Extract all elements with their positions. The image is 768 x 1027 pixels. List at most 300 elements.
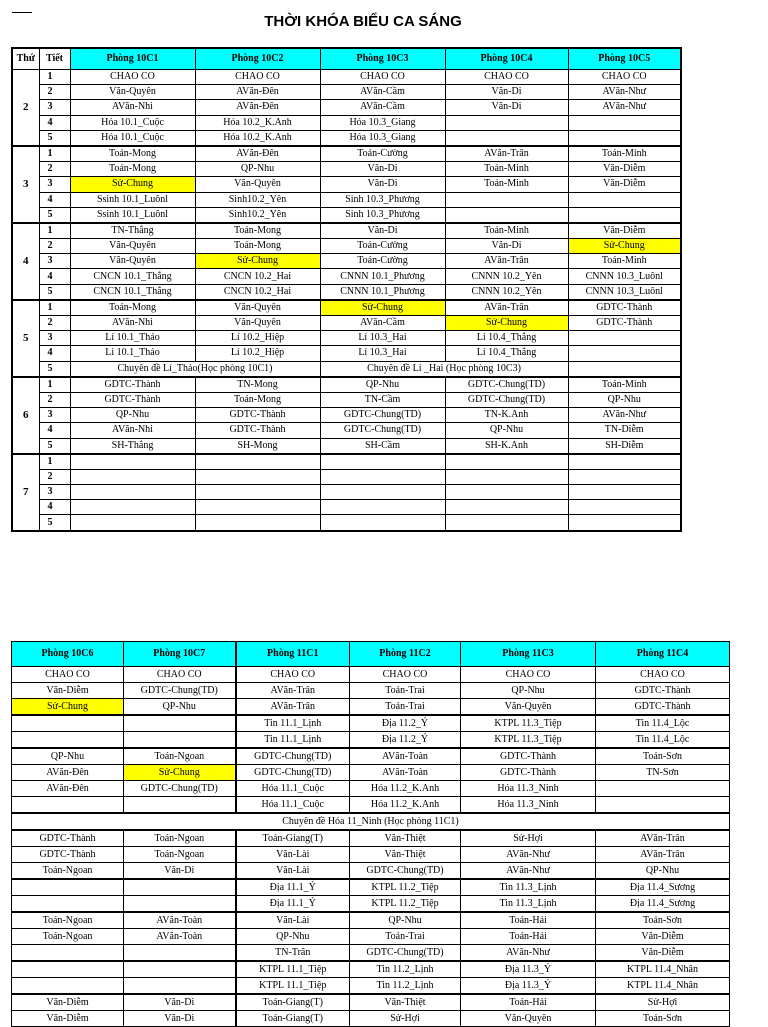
timetable-row — [12, 978, 730, 995]
lesson-cell — [445, 515, 568, 531]
timetable-row — [12, 847, 730, 863]
lesson-cell: Sử-Chung — [70, 177, 195, 192]
merged-note-cell: Chuyên đề Hóa 11_Ninh (Học phòng 11C1) — [12, 813, 730, 830]
lesson-cell: Toán-Mong — [70, 300, 195, 316]
lesson-cell: Toán-Trai — [350, 699, 461, 716]
lesson-cell: Toán-Minh — [445, 177, 568, 192]
lesson-cell: Sử-Chung — [195, 254, 320, 269]
lesson-cell: KTPL 11.4_Nhân — [596, 978, 730, 995]
lesson-cell: QP-Nhu — [568, 392, 681, 407]
lesson-cell: GDTC-Thành — [70, 392, 195, 407]
lesson-cell: Sinh10.2_Yên — [195, 207, 320, 223]
timetable-row — [12, 830, 730, 847]
lesson-cell: Li 10.1_Thảo — [70, 346, 195, 361]
lesson-cell: AVăn-Như — [568, 100, 681, 115]
lesson-cell: CNNN 10.3_Luônl — [568, 269, 681, 284]
lesson-cell — [70, 515, 195, 531]
lesson-cell: Hóa 10.2_K.Anh — [195, 115, 320, 130]
lesson-cell: Lí 10.3_Hai — [320, 346, 445, 361]
merged-note-cell: Chuyên đề Lí_Thảo(Học phòng 10C1) — [70, 361, 320, 377]
lesson-cell: CNCN 10.2_Hai — [195, 269, 320, 284]
lesson-cell — [195, 515, 320, 531]
lesson-cell: Toán-Trai — [350, 929, 461, 945]
header-room: Phòng 11C1 — [236, 642, 350, 667]
timetable-row — [12, 392, 681, 407]
period-cell: 5 — [39, 438, 70, 454]
timetable-row — [12, 929, 730, 945]
period-cell: 2 — [39, 316, 70, 331]
timetable-row — [12, 423, 681, 438]
lesson-cell: AVăn-Trân — [596, 847, 730, 863]
lesson-cell: GDTC-Chung(TD) — [124, 781, 236, 797]
lesson-cell: AVăn-Trân — [236, 683, 350, 699]
lesson-cell: AVăn-Cầm — [320, 316, 445, 331]
lesson-cell: GDTC-Thành — [596, 683, 730, 699]
lesson-cell: CHAO CO — [195, 70, 320, 85]
timetable-row — [12, 896, 730, 913]
period-cell: 3 — [39, 254, 70, 269]
lesson-cell: Văn-Di — [445, 100, 568, 115]
lesson-cell — [12, 961, 124, 978]
lesson-cell: AVăn-Toàn — [350, 765, 461, 781]
lesson-cell: Văn-Quyên — [70, 85, 195, 100]
timetable-row — [12, 162, 681, 177]
timetable-row — [12, 781, 730, 797]
lesson-cell: GDTC-Chung(TD) — [350, 863, 461, 880]
lesson-cell: Hóa 10.1_Cuộc — [70, 130, 195, 146]
lesson-cell: Văn-Thiệt — [350, 830, 461, 847]
lesson-cell: KTPL 11.1_Tiệp — [236, 978, 350, 995]
lesson-cell: CNNN 10.3_Luônl — [568, 284, 681, 300]
lesson-cell: AVăn-Đên — [12, 765, 124, 781]
lesson-cell: GDTC-Thành — [568, 316, 681, 331]
lesson-cell: TN-Mong — [195, 377, 320, 393]
lesson-cell: Văn-Di — [320, 162, 445, 177]
lesson-cell: AVăn-Đên — [195, 100, 320, 115]
lesson-cell: GDTC-Chung(TD) — [236, 765, 350, 781]
lesson-cell: CHAO CO — [12, 667, 124, 683]
lesson-cell: Sử-Chung — [124, 765, 236, 781]
lesson-cell: Toán-Ngoan — [12, 863, 124, 880]
period-cell: 3 — [39, 100, 70, 115]
header-room: Phòng 10C6 — [12, 642, 124, 667]
lesson-cell: Địa 11.3_Ý — [461, 961, 596, 978]
lesson-cell: CHAO CO — [461, 667, 596, 683]
lesson-cell — [12, 879, 124, 896]
timetable-row — [12, 408, 681, 423]
lesson-cell: Văn-Di — [124, 1011, 236, 1027]
lesson-cell: CHAO CO — [70, 70, 195, 85]
lesson-cell: AVăn-Nhi — [70, 423, 195, 438]
lesson-cell: Toán-Mong — [70, 162, 195, 177]
lesson-cell: QP-Nhu — [70, 408, 195, 423]
lesson-cell: AVăn-Trân — [596, 830, 730, 847]
lesson-cell: Văn-Diễm — [568, 162, 681, 177]
lesson-cell: CHAO CO — [596, 667, 730, 683]
timetable-row — [12, 863, 730, 880]
lesson-cell: Toán-Minh — [445, 223, 568, 239]
lesson-cell: TN-Thắng — [70, 223, 195, 239]
lesson-cell: CHAO CO — [350, 667, 461, 683]
lesson-cell: Toán-Ngoan — [124, 847, 236, 863]
timetable-row — [12, 177, 681, 192]
lesson-cell: Tin 11.4_Lộc — [596, 715, 730, 732]
timetable-row — [12, 699, 730, 716]
period-cell: 5 — [39, 207, 70, 223]
lesson-cell: GDTC-Chung(TD) — [445, 377, 568, 393]
lesson-cell: AVăn-Như — [461, 945, 596, 962]
lesson-cell: Hóa 11.1_Cuộc — [236, 797, 350, 814]
lesson-cell: GDTC-Chung(TD) — [320, 408, 445, 423]
timetable-row — [12, 223, 681, 239]
period-cell: 3 — [39, 177, 70, 192]
lesson-cell: Lí 10.1_Thảo — [70, 331, 195, 346]
lesson-cell — [445, 500, 568, 515]
timetable-row — [12, 732, 730, 749]
lesson-cell: CHAO CO — [568, 70, 681, 85]
lesson-cell: Văn-Di — [445, 239, 568, 254]
lesson-cell: TN-Cầm — [320, 392, 445, 407]
timetable-row — [12, 454, 681, 470]
timetable-row — [12, 207, 681, 223]
lesson-cell — [124, 797, 236, 814]
lesson-cell: Văn-Di — [445, 85, 568, 100]
timetable-row — [12, 715, 730, 732]
lesson-cell — [568, 515, 681, 531]
lesson-cell: Ssinh 10.1_Luônl — [70, 192, 195, 207]
lesson-cell: Tin 11.3_Lịnh — [461, 879, 596, 896]
period-cell: 3 — [39, 331, 70, 346]
period-cell: 1 — [39, 454, 70, 470]
lesson-cell: AVăn-Trân — [445, 300, 568, 316]
lesson-cell: QP-Nhu — [320, 377, 445, 393]
period-cell: 4 — [39, 115, 70, 130]
lesson-cell: Toán-Giang(T) — [236, 1011, 350, 1027]
lesson-cell: GDTC-Thành — [461, 748, 596, 765]
period-cell: 3 — [39, 485, 70, 500]
period-cell: 4 — [39, 269, 70, 284]
lesson-cell: Toán-Mong — [195, 223, 320, 239]
lesson-cell: Sử-Hợi — [461, 830, 596, 847]
lesson-cell: Văn-Di — [320, 223, 445, 239]
timetable-row — [12, 469, 681, 484]
period-cell: 1 — [39, 377, 70, 393]
lesson-cell: Toán-Minh — [568, 377, 681, 393]
period-cell: 5 — [39, 515, 70, 531]
lesson-cell: Hóa 10.2_K.Anh — [195, 130, 320, 146]
lesson-cell: KTPL 11.1_Tiệp — [236, 961, 350, 978]
lesson-cell: Văn-Quyên — [70, 239, 195, 254]
lesson-cell: AVăn-Nhi — [70, 316, 195, 331]
period-cell: 4 — [39, 346, 70, 361]
period-cell: 3 — [39, 408, 70, 423]
timetable-row — [12, 765, 730, 781]
lesson-cell: GDTC-Thành — [195, 408, 320, 423]
lesson-cell: Tin 11.4_Lộc — [596, 732, 730, 749]
lesson-cell: Văn-Di — [124, 863, 236, 880]
lesson-cell: CHAO CO — [320, 70, 445, 85]
timetable-row — [12, 300, 681, 316]
lesson-cell: Toán-Hải — [461, 929, 596, 945]
lesson-cell — [70, 469, 195, 484]
lesson-cell: AVăn-Đên — [195, 85, 320, 100]
timetable-row — [12, 361, 681, 377]
timetable-row — [12, 100, 681, 115]
timetable-row — [12, 239, 681, 254]
lesson-cell: QP-Nhu — [195, 162, 320, 177]
lesson-cell: Văn-Diễm — [596, 929, 730, 945]
lesson-cell: QP-Nhu — [461, 683, 596, 699]
day-cell: 6 — [12, 377, 39, 454]
lesson-cell: KTPL 11.3_Tiệp — [461, 715, 596, 732]
timetable-row — [12, 667, 730, 683]
lesson-cell: Địa 11.1_Ý — [236, 879, 350, 896]
day-cell: 7 — [12, 454, 39, 531]
period-cell: 1 — [39, 300, 70, 316]
lesson-cell: Địa 11.4_Sương — [596, 896, 730, 913]
lesson-cell — [445, 469, 568, 484]
lesson-cell — [568, 331, 681, 346]
lesson-cell — [195, 469, 320, 484]
lesson-cell: Văn-Diễm — [12, 994, 124, 1011]
lesson-cell: Toán-Ngoan — [124, 748, 236, 765]
timetable-row — [12, 331, 681, 346]
lesson-cell: Toán-Giang(T) — [236, 994, 350, 1011]
period-cell: 1 — [39, 70, 70, 85]
lesson-cell: Lí 10.3_Hai — [320, 331, 445, 346]
lesson-cell — [12, 945, 124, 962]
lesson-cell: Toán-Giang(T) — [236, 830, 350, 847]
lesson-cell — [12, 978, 124, 995]
lesson-cell: SH-Mong — [195, 438, 320, 454]
header-room: Phòng 10C2 — [195, 48, 320, 70]
period-cell: 5 — [39, 361, 70, 377]
lesson-cell: Toán-Ngoan — [12, 929, 124, 945]
lesson-cell: AVăn-Như — [568, 85, 681, 100]
lesson-cell: AVăn-Toàn — [350, 748, 461, 765]
lesson-cell: Văn-Lài — [236, 847, 350, 863]
lesson-cell — [320, 454, 445, 470]
header-room: Phòng 10C4 — [445, 48, 568, 70]
lesson-cell: Hóa 10.3_Giang — [320, 130, 445, 146]
period-cell: 4 — [39, 192, 70, 207]
lesson-cell: Địa 11.2_Ý — [350, 732, 461, 749]
lesson-cell — [70, 454, 195, 470]
lesson-cell: Văn-Diễm — [568, 177, 681, 192]
lesson-cell: Toán-Ngoan — [12, 912, 124, 929]
lesson-cell: Hóa 11.3_Ninh — [461, 781, 596, 797]
header-room: Phòng 10C3 — [320, 48, 445, 70]
lesson-cell: Lí 10.2_Hiệp — [195, 331, 320, 346]
lesson-cell: Hóa 11.3_Ninh — [461, 797, 596, 814]
lesson-cell — [596, 797, 730, 814]
lesson-cell: Văn-Lài — [236, 863, 350, 880]
timetable-row — [12, 683, 730, 699]
lesson-cell: Toán-Hải — [461, 912, 596, 929]
timetable-row — [12, 813, 730, 830]
lesson-cell: Sử-Chung — [445, 316, 568, 331]
lesson-cell: Hóa 10.1_Cuộc — [70, 115, 195, 130]
lesson-cell — [320, 469, 445, 484]
lesson-cell: AVăn-Nhi — [70, 100, 195, 115]
lesson-cell: AVăn-Như — [461, 847, 596, 863]
lesson-cell — [124, 879, 236, 896]
timetable-row — [12, 192, 681, 207]
lesson-cell: Toán-Sơn — [596, 912, 730, 929]
period-cell: 4 — [39, 423, 70, 438]
lesson-cell: Toán-Mong — [195, 239, 320, 254]
lesson-cell: Lí 10.4_Thắng — [445, 331, 568, 346]
header-room: Phòng 10C1 — [70, 48, 195, 70]
timetable-row — [12, 961, 730, 978]
lesson-cell: GDTC-Thành — [568, 300, 681, 316]
timetable-row — [12, 994, 730, 1011]
header-room: Phòng 11C2 — [350, 642, 461, 667]
lesson-cell: Sinh 10.3_Phương — [320, 207, 445, 223]
lesson-cell: CNNN 10.1_Phương — [320, 284, 445, 300]
lesson-cell — [124, 961, 236, 978]
lesson-cell: KTPL 11.3_Tiệp — [461, 732, 596, 749]
lesson-cell: CNCN 10.2_Hai — [195, 284, 320, 300]
lesson-cell: Hóa 11.2_K.Anh — [350, 781, 461, 797]
lesson-cell: Văn-Quyên — [195, 316, 320, 331]
lesson-cell — [596, 781, 730, 797]
lesson-cell: Văn-Diễm — [568, 223, 681, 239]
timetable-row — [12, 269, 681, 284]
period-cell: 2 — [39, 239, 70, 254]
lesson-cell — [568, 130, 681, 146]
timetable-row — [12, 146, 681, 162]
lesson-cell: Địa 11.1_Ý — [236, 896, 350, 913]
lesson-cell: AVăn-Trân — [445, 254, 568, 269]
lesson-cell: KTPL 11.2_Tiệp — [350, 879, 461, 896]
lesson-cell: AVăn-Cầm — [320, 100, 445, 115]
lesson-cell: Hóa 10.3_Giang — [320, 115, 445, 130]
timetable-row — [12, 70, 681, 85]
lesson-cell — [124, 896, 236, 913]
lesson-cell: CNCN 10.1_Thắng — [70, 284, 195, 300]
lesson-cell: CNNN 10.2_Yên — [445, 284, 568, 300]
lesson-cell — [320, 500, 445, 515]
lesson-cell — [124, 978, 236, 995]
lesson-cell: Toán-Hải — [461, 994, 596, 1011]
lesson-cell — [195, 500, 320, 515]
lesson-cell: AVăn-Trân — [236, 699, 350, 716]
lesson-cell: AVăn-Đên — [195, 146, 320, 162]
lesson-cell: CNNN 10.1_Phương — [320, 269, 445, 284]
lesson-cell — [70, 500, 195, 515]
lesson-cell — [445, 454, 568, 470]
header-room: Phòng 10C7 — [124, 642, 236, 667]
lesson-cell: QP-Nhu — [350, 912, 461, 929]
lesson-cell: SH-Cầm — [320, 438, 445, 454]
day-cell: 2 — [12, 70, 39, 146]
lesson-cell: Tin 11.1_Lịnh — [236, 732, 350, 749]
lesson-cell — [445, 115, 568, 130]
period-cell: 2 — [39, 392, 70, 407]
lesson-cell: Văn-Di — [320, 177, 445, 192]
lesson-cell — [124, 945, 236, 962]
lesson-cell: Toán-Cường — [320, 254, 445, 269]
lesson-cell: GDTC-Chung(TD) — [124, 683, 236, 699]
merged-note-cell: Chuyên đề Lí _Hai (Học phòng 10C3) — [320, 361, 568, 377]
timetable-row — [12, 485, 681, 500]
lesson-cell — [568, 454, 681, 470]
lesson-cell: AVăn-Như — [568, 408, 681, 423]
lesson-cell: Văn-Quyên — [195, 300, 320, 316]
lesson-cell: CHAO CO — [124, 667, 236, 683]
lesson-cell: Toán-Sơn — [596, 748, 730, 765]
lesson-cell: AVăn-Toàn — [124, 929, 236, 945]
lesson-cell: SH-Diễm — [568, 438, 681, 454]
period-cell: 4 — [39, 500, 70, 515]
lesson-cell: Toán-Minh — [568, 146, 681, 162]
period-cell: 2 — [39, 469, 70, 484]
timetable-row — [12, 912, 730, 929]
lesson-cell: GDTC-Thành — [596, 699, 730, 716]
lesson-cell: Tin 11.1_Lịnh — [236, 715, 350, 732]
timetable-row — [12, 500, 681, 515]
lesson-cell: TN-K.Anh — [445, 408, 568, 423]
lesson-cell — [568, 346, 681, 361]
period-cell: 2 — [39, 85, 70, 100]
lesson-cell: AVăn-Toàn — [124, 912, 236, 929]
timetable-row — [12, 115, 681, 130]
lesson-cell: GDTC-Thành — [461, 765, 596, 781]
lesson-cell: GDTC-Chung(TD) — [320, 423, 445, 438]
lesson-cell: Địa 11.3_Ý — [461, 978, 596, 995]
lesson-cell — [12, 797, 124, 814]
header-period: Tiết — [39, 48, 70, 70]
lesson-cell: Văn-Diễm — [12, 683, 124, 699]
header-room: Phòng 11C3 — [461, 642, 596, 667]
timetable-row — [12, 377, 681, 393]
period-cell: 5 — [39, 284, 70, 300]
lesson-cell: TN-Diễm — [568, 423, 681, 438]
lesson-cell: Văn-Quyên — [461, 1011, 596, 1027]
lesson-cell: QP-Nhu — [596, 863, 730, 880]
timetable-row — [12, 284, 681, 300]
lesson-cell — [12, 715, 124, 732]
lesson-cell: Văn-Di — [124, 994, 236, 1011]
timetable-row — [12, 879, 730, 896]
lesson-cell — [195, 485, 320, 500]
lesson-cell: Toán-Cường — [320, 146, 445, 162]
lesson-cell: Văn-Quyên — [461, 699, 596, 716]
lesson-cell — [124, 732, 236, 749]
lesson-cell: QP-Nhu — [12, 748, 124, 765]
timetable-rooms-2 — [11, 641, 730, 1027]
timetable-row — [12, 438, 681, 454]
lesson-cell — [568, 485, 681, 500]
lesson-cell — [320, 485, 445, 500]
lesson-cell: Địa 11.2_Ý — [350, 715, 461, 732]
lesson-cell: GDTC-Thành — [12, 830, 124, 847]
lesson-cell: CNNN 10.2_Yên — [445, 269, 568, 284]
lesson-cell: GDTC-Chung(TD) — [445, 392, 568, 407]
lesson-cell: Văn-Thiệt — [350, 994, 461, 1011]
lesson-cell: GDTC-Thành — [70, 377, 195, 393]
lesson-cell: CHAO CO — [445, 70, 568, 85]
timetable-row — [12, 130, 681, 146]
lesson-cell: Sử-Hợi — [596, 994, 730, 1011]
lesson-cell: Toán-Minh — [568, 254, 681, 269]
lesson-cell — [445, 192, 568, 207]
lesson-cell — [195, 454, 320, 470]
lesson-cell: Sử-Chung — [568, 239, 681, 254]
lesson-cell: CHAO CO — [236, 667, 350, 683]
lesson-cell: Văn-Lài — [236, 912, 350, 929]
